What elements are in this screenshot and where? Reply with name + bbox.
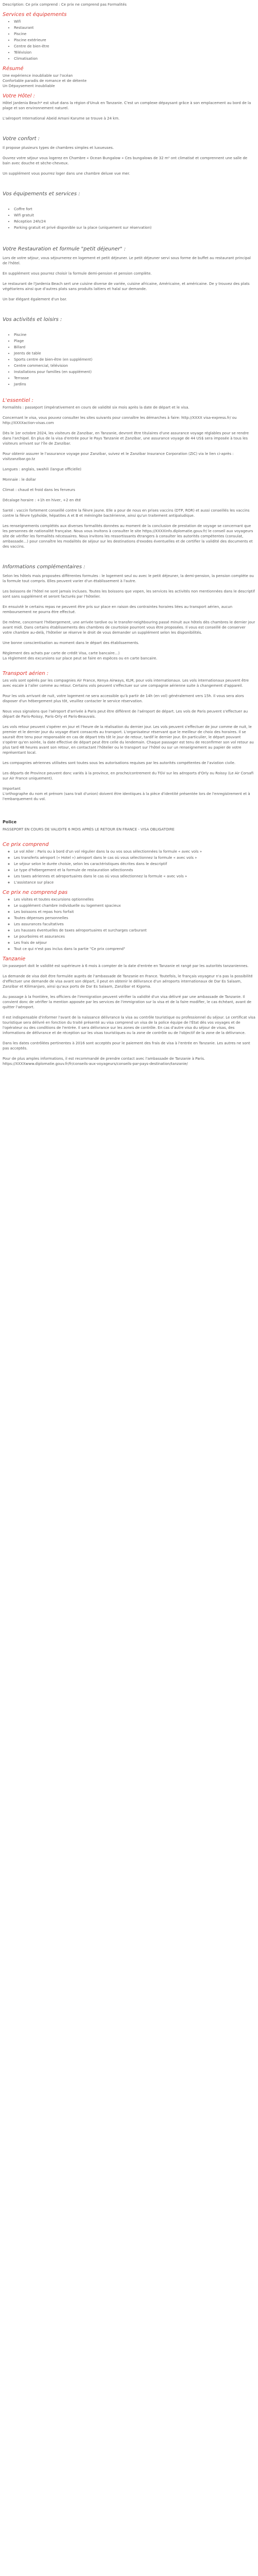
resume-line: Une expérience inoubliable sur l'océan [3,74,73,78]
list-item: ◦ Les taxes aériennes et aéroportuaires dans le cas où vous sélectionnez la formule « avec vols » [14,874,256,879]
list-item: • Centre de bien-être [14,44,256,49]
tanzanie-paragraph: Il est indispensable d'informer l'avant de la naissance délivrance la visa au contrôle touristique ou professionnel du séjour. Le certificat visa touristique sera délivré en fonction du traité présenté au visa comprend un visa de la police équipe de l'État dès vos voyages et de l'opérateur ou des conditions de l'entrée. Il sera délivrance sur les zones de contrôle. En cas d'autre visa du séjour de visas, des informations de délivrance et de réception sur les visas touristiques ou la zone de contrôle ou de l'objectif de la zone de la délivrance. [3,1015,255,1035]
infos-paragraph: Les boissons de l'hôtel ne sont jamais incluses. Toutes les boissons que vopen, les services les activités non mentionnées dans le descriptif sont sans supplément et seront facturés par l'hôtelier. [3,589,255,599]
transport-paragraph: Les vols retour peuvent s'opérer en jour et l'heure de la réalisation du dernier jour. Les vols peuvent s'effectuer de jour comme de nuit, le premier et le dernier jour du voyage étant consacrés au transport. L'organisateur réservant que le meilleur de choix des horaires. Il se saurait être tenu pour responsable en cas de départ très tôt le jour de retour, tardif le dernier jour. En particulier, le départ pouvant s'opérer qu'en soirée, la date effective de départ peut être celle du lendemain. Chaque passager est tenu de reconfirmer son vol retour au plus tard 48 heures avant son retour, en contactant l'hôtelier ou le transport sur l'hôtel ou sur un renseignement au papier de votre représentant local. [3,725,254,755]
transport-important: Important [3,787,21,791]
equipements-heading: Vos équipements et services : [3,191,80,197]
equipements-list [3,207,256,230]
restauration-paragraph: En supplément vous pourrez choisir la formule demi-pension et pension complète. [3,272,152,276]
infos-paragraph: En ensuivtè le certains repas ne peuvent être pris sur place en raison des contraintes horaires liées au transport aérien, aucun remboursement ne pourra être effectué. [3,605,233,614]
list-item: ◦ Les transferts aéroport (« Hotel ») aéroport dans le cas où vous sélectionnez la formule « avec vols » [14,855,256,860]
restauration-heading: Votre Restauration et formule "petit déjeuner" : [3,246,126,252]
list-item: • Réception 24h/24 [14,219,256,224]
list-item: ◦ Le type d'hébergement et la formule de restauration sélectionnés [14,868,256,873]
police-heading: Police [3,820,17,824]
langues-text: Langues : anglais, swahili (langue officielle) [3,467,82,471]
list-item: • Coffre fort [14,207,256,212]
list-item: ◦ Le séjour selon le durée choisie, selon les caractéristiques décrites dans le descriptif [14,861,256,867]
transport-paragraph: Les compagnies aériennes utilisées sont toutes sous les autorisations requises par les autorités compétentes de l'aviation civile. [3,761,236,765]
list-item: ◦ Les visites et toutes excursions optionnelles [14,897,256,902]
hotel-paragraph: Hôtel Jardenia Beach* est situé dans la région d'Unuk en Tanzanie. C'est un complexe dépaysant grâce à son emplacement au bord de la plage et son environnement naturel. [3,101,251,110]
list-item: • Jardins [14,382,256,387]
list-item: • Terrasse [14,376,256,381]
services-heading: Services et équipements [3,12,67,18]
list-item: ◦ Le supplément chambre individuelle ou logement spacieux [14,903,256,908]
comprend-heading: Ce prix comprend [3,842,49,848]
list-item: • Restaurant [14,25,256,30]
list-item: • Climatisation [14,56,256,61]
comprend-list [3,849,256,885]
list-item: ◦ Tout ce qui n'est pas inclus dans la partie "Ce prix comprend" [14,946,256,952]
tanzanie-heading: Tanzanie [3,956,26,962]
essentiel-heading: L'essentiel : [3,398,34,403]
noncomprend-list [3,897,256,952]
list-item: ◦ Les frais de séjour [14,940,256,945]
list-item: • Piscine [14,31,256,37]
transport-paragraph: Pour les vols arrivant de nuit, votre logement ne sera accessible qu'à partir de 14h (en vol) généralement vers 15h. Il vous sera alors disposer d'un hébergement plus tôt, veuillez contacter le service réservation. [3,694,244,703]
decalage-text: Décalage horaire : +1h en hiver, +2 en été [3,498,81,502]
confort-heading: Votre confort : [3,136,40,142]
infos-paragraph: De même, concernant l'hébergement, une arrivée tardive ou le transfer-neighbouring passé minuit aux hôtels dès chambres le dernier jour avant midi. Dans certains établissements des chambres de courtoisie pourront vous être proposées. Il vous est conseillé de conserver votre chambre au-delà, l'hôtelier se réserve le droit de vous demander un supplément selon les disponibilités. [3,620,255,635]
page [0,2,258,1066]
tanzanie-paragraph: Pour de plus amples informations, il est recommandé de prendre contact avec l'ambassade de Tanzanie à Paris. [3,1057,205,1061]
hotel-heading: Votre Hôtel : [3,93,35,99]
list-item: • Sports centre de bien-être (en supplément) [14,357,256,362]
list-item: ◦ Le vol Aller : Paris ou à bord d'un vol régulier dans la ou vos sous sélectionnées la formule « avec vols » [14,849,256,854]
hotel-paragraph: L'aéroport International Abeid Amani Karume se trouve à 24 km. [3,116,120,121]
activites-list [3,332,256,387]
confort-paragraph: Il propose plusieurs types de chambres simples et luxueuses. [3,146,114,150]
list-item: ◦ Les assurances facultatives [14,922,256,927]
list-item: ◦ Les hausses éventuelles de taxes aéroportuaires et surcharges carburant [14,928,256,933]
infos-paragraph: Selon les hôtels mais proposées différentes formules : le logement seul ou avec le petit déjeuner, la demi-pension, la pension complète ou la formule tout compris. Elles peuvent varier d'un établissement à l'autre. [3,574,254,583]
restauration-paragraph: Le restaurant de l'Jardenia Beach sert une cuisine diverse de variée, cuisine africaine, Américaine, et américaine. De y trouvez des plats végétariens ainsi que d'autres plats sans produits laitiers et halal sur demande. [3,282,250,291]
transport-paragraph: L'orthographe du nom et prénom (sans trait d'union) doivent être identiques à la pièce d'identité présentée lors de l'enregistrement et à l'embarquement du vol. [3,792,250,801]
tanzanie-paragraph: Dans les dates contrôlées pertinentes à 2016 sont acceptés pour le paiement des frais de visa à l'entrée en Tanzanie. Les autres ne sont pas acceptés. [3,1041,250,1050]
list-item: • Parking gratuit et privé disponible sur la place (uniquement sur réservation) [14,225,256,230]
tanzanie-paragraph: Au passage à la frontière, les officiers de l'immigration peuvent vérifier la validité d'un visa délivré par une ambassade de Tanzanie. Il convient donc de vérifier la mention apposée par les services de l'immigration sur la visa et de la faire modifier, le cas échéant, avant de quitter l'aéroport. [3,995,252,1009]
essentiel-paragraph: Formalités : passeport (impérativement en cours de validité six mois après la date de départ et le visa. [3,405,189,410]
resume-heading: Résumé [3,66,24,72]
restauration-paragraph: Un bar élégant également d'un bar. [3,297,67,301]
restauration-paragraph: Lors de votre séjour, vous séjournerez en logement et petit déjeuner. Le petit déjeuner servi sous forme de buffet au restaurant principal de l'hôtel. [3,256,251,265]
transport-paragraph: Les départs de Province peuvent donc variés à la province, en proche/contrement du TGV sur les aéroports d'Orly ou Roissy (Le Air Corsafi sur Air France uniquement). [3,771,254,781]
list-item: • Jeents de table [14,351,256,356]
transport-heading: Transport aérien : [3,671,49,676]
confort-paragraph: Ouvrez votre séjour vous logerez en Chambre « Ocean Bungalow » Ces bungalows de 32 m² ont climatisé et comprennent une salle de bain avec douche et sèche-cheveux. [3,156,248,165]
monnaie-text: Monnaie : le dollar [3,478,36,482]
list-item: ◦ Toutes dépenses personnelles [14,916,256,921]
list-item: • Installations pour familles (en supplément) [14,369,256,375]
list-item: • Plage [14,338,256,344]
list-item: • Télévision [14,50,256,55]
list-item: ◦ Les boissons et repas hors forfait [14,909,256,914]
list-item: • Piscine [14,332,256,337]
transport-paragraph: Nous vous signalons que l'aéroport d'arrivée à Paris peut être différent de l'aéroport de départ. Les vols de Paris peuvent s'effectuer au départ de Paris-Roissy, Paris-Orly et Paris-Beauvais. [3,709,248,719]
list-item: ◦ Le pourboires et assurances [14,934,256,939]
essentiel-paragraph: Concernant le visa, vous pouvez consulter les sites suivants pour connaître les démarches à faire: http://XXXX visa-express.fr/ ou http://XXXXaction-visas.com [3,416,237,425]
noncomprend-heading: Ce prix ne comprend pas [3,890,68,895]
list-item: • Wifi gratuit [14,213,256,218]
intro-text: Description: Ce prix comprend : Ce prix ne comprend pas Formalités [3,3,127,7]
transport-paragraph: Les vols sont opérés par les compagnies Air France, Kenya Airways, KLM, pour vols internationaux. Les vols internationaux peuvent être avec escale à l'aller comme au retour. Certains vols peuvent s'effectuer sur une compagnie aérienne suite à changement d'appareil. [3,679,249,688]
essentiel-paragraph: Pour obtenir assurer le l'assurance voyage pour Zanzibar, suivez et le Zanzibar Insurance Corporation (ZIC) via le lien ci-après : visitzanzibar.go.tz [3,452,234,461]
resume-line: Un Dépaysement inoubliable [3,84,55,88]
essentiel-paragraph: Dès le 1er octobre 2024, les visiteurs de Zanzibar, en Tanzanie, devront être titulaires d'une assurance voyage réglables pour se rendre dans l'archipel. En plus de la visa d'entrée pour le Pays Tanzanie et Zanzibar, une assurance voyage de 44 US$ sera imposée à tous les visiteurs arrivant sur l'île de Zanzibar. [3,431,249,446]
list-item: • Wifi [14,19,256,24]
infos-paragraph: La règlement des excursions sur place peut se faire en espèces ou en carte bancaire. [3,656,157,660]
infos-paragraph: Une bonne conscientisation au moment dans le départ des établissements. [3,641,139,645]
confort-paragraph: Un supplément vous pourrez loger dans une chambre deluxe vue mer. [3,172,131,176]
essentiel-paragraph: Les renseignements complétés aux diverses formalités données au moment de la conclusion de prestation de voyage se concernant que les personnes de nationalité française. Nous vous invitons à consulter le site https://XXXXinfo.diplomatie.gouv.fr/ le conseil aux voyageurs site de vérifier les formalités nécessaires. Nous invitons les ressortissants étrangers à consulter les autorités compétentes (consulat, ambassade…) pour connaître les modalités de séjour sur les destinations d'exodes éventuelles et de certifier la validité des documents et des vaccins. [3,524,253,549]
services-list [3,19,256,61]
police-paragraph: PASSEPORT EN COURS DE VALIDITE 6 MOIS APRÈS LE RETOUR EN FRANCE - VISA OBLIGATOIRE [3,827,174,832]
tanzanie-paragraph: Un passeport doit le validité est supérieure à 6 mois à compter de la date d'entrée en Tanzanie et rangé par les autorités tanzaniennes. [3,964,249,968]
resume-line: Confortable paradis de romance et de détente [3,79,87,83]
list-item: ◦ L'assistance sur place [14,880,256,885]
infos-heading: Informations complémentaires : [3,564,86,570]
list-item: • Billard [14,345,256,350]
tanzanie-link: https://XXXXwww.diplomatie.gouv.fr/fr/conseils-aux-voyageurs/conseils-par-pays-destination/tanzanie/ [3,1062,188,1066]
tanzanie-paragraph: La demande de visa doit être formulée auprès de l'ambassade de Tanzanie en France. Toutefois, le français voyageur n'a pas la possibilité d'effectuer une demande de visa avant son départ, il peut en obtenir le délivrance d'un aéroports internationaux de Dar Es Salaam, Zanzibar et Kilimanjaro, ainsi qu'aux ports de Dar Es Salaam, Zanzibar et Kigoma. [3,974,253,989]
sante-text: Santé : vaccin fortement conseillé contre la fièvre jaune. Elle a pour de nous en prises vaccins (DTP, ROR) et aussi conseillés les vaccins contre la fièvre typhoïde, hépatites A et B et méningite bactérienne, ainsi qu'un traitement antipaludique. [3,509,250,518]
activites-heading: Vos activités et loisirs : [3,317,62,323]
list-item: • Piscine extérieure [14,38,256,43]
list-item: • Centre commercial, télévision [14,363,256,368]
climat-text: Climat : chaud et froid dans les ferveurs [3,488,75,492]
infos-paragraph: Règlement des achats par carte de crédit Visa, carte bancaire…) [3,651,120,655]
